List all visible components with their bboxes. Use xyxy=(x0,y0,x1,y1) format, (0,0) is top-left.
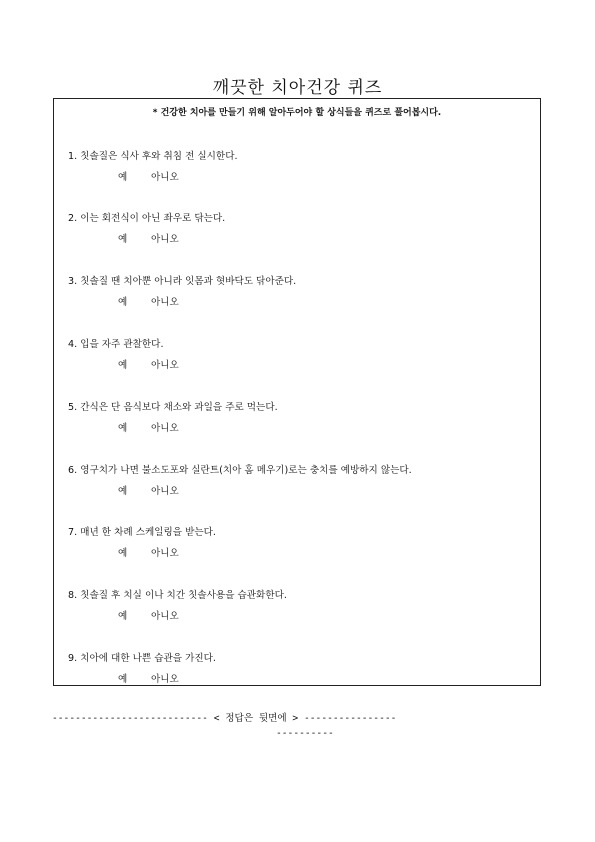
answer-no-7: 아니오 xyxy=(151,548,179,559)
question-9: 9. 치아에 대한 나쁜 습관을 가진다. xyxy=(68,653,216,664)
question-1: 1. 칫솔질은 식사 후와 취침 전 실시한다. xyxy=(68,151,238,162)
question-7: 7. 매년 한 차례 스케일링을 받는다. xyxy=(68,527,216,538)
answer-yes-2: 예 xyxy=(118,234,128,245)
answer-yes-6: 예 xyxy=(118,486,128,497)
quiz-box xyxy=(53,98,541,686)
answer-no-6: 아니오 xyxy=(151,486,179,497)
answer-no-1: 아니오 xyxy=(151,172,179,183)
quiz-instructions: * 건강한 치아를 만들기 위해 알아두어야 할 상식들을 퀴즈로 풀어봅시다. xyxy=(152,108,442,118)
question-5: 5. 간식은 단 음식보다 채소와 과일을 주로 먹는다. xyxy=(68,402,278,413)
answer-no-8: 아니오 xyxy=(151,611,179,622)
answer-yes-5: 예 xyxy=(118,423,128,434)
question-4: 4. 입을 자주 관찰한다. xyxy=(68,339,164,350)
answer-no-3: 아니오 xyxy=(151,297,179,308)
answer-yes-7: 예 xyxy=(118,548,128,559)
question-8: 8. 칫솔질 후 치실 이나 치간 칫솔사용을 습관화한다. xyxy=(68,590,287,601)
answer-yes-9: 예 xyxy=(118,674,128,685)
answer-no-4: 아니오 xyxy=(151,360,179,371)
question-2: 2. 이는 회전식이 아닌 좌우로 닦는다. xyxy=(68,213,226,224)
answer-no-9: 아니오 xyxy=(151,674,179,685)
answer-no-2: 아니오 xyxy=(151,234,179,245)
answer-yes-3: 예 xyxy=(118,297,128,308)
page-title: 깨끗한 치아건강 퀴즈 xyxy=(212,78,383,98)
footer-divider: ---------- xyxy=(276,728,334,739)
answer-yes-8: 예 xyxy=(118,611,128,622)
answer-yes-4: 예 xyxy=(118,360,128,371)
answer-yes-1: 예 xyxy=(118,172,128,183)
answers-on-back-note: --------------------------- < 정답은 뒷면에 > ---------------- xyxy=(52,713,397,724)
question-6: 6. 영구치가 나면 불소도포와 실란트(치아 홈 메우기)로는 충치를 예방하지 않는다. xyxy=(68,465,412,476)
answer-no-5: 아니오 xyxy=(151,423,179,434)
question-3: 3. 칫솔질 땐 치아뿐 아니라 잇몸과 혓바닥도 닦아준다. xyxy=(68,276,297,287)
